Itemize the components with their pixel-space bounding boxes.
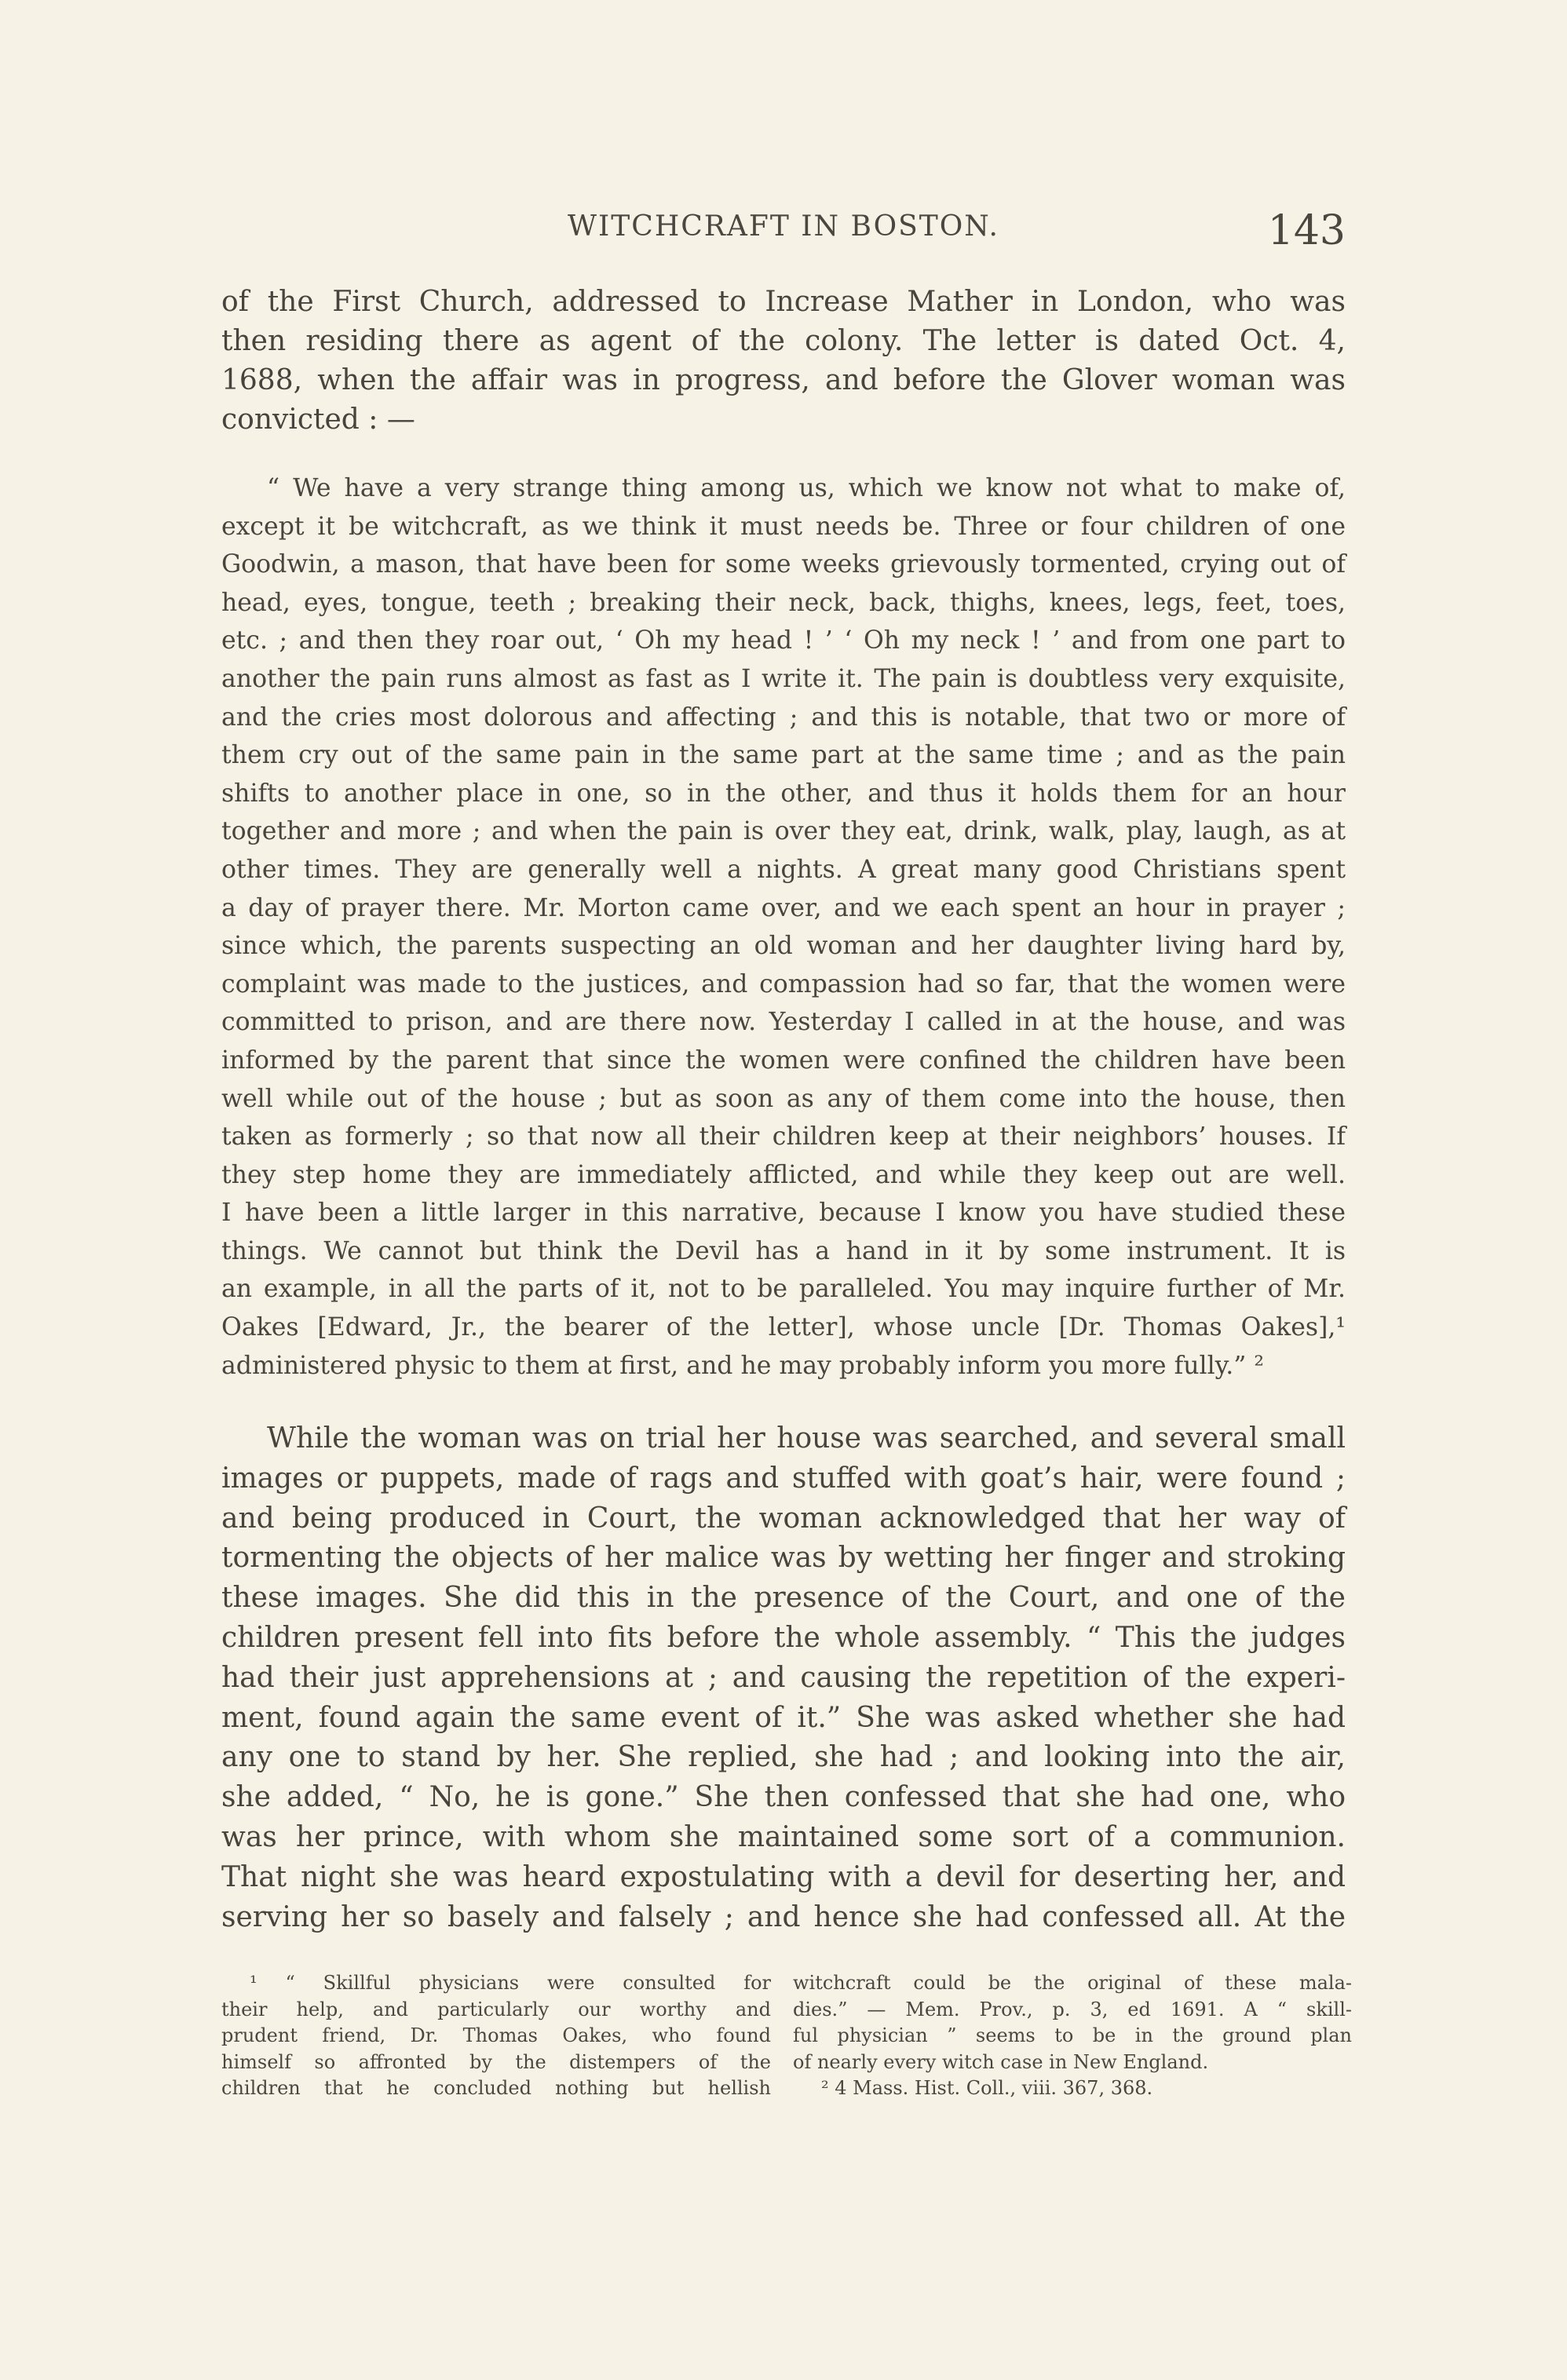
footnote-line: ¹ “ Skillful physicians were consulted for: [250, 1972, 771, 1994]
running-head-title: WITCHCRAFT IN BOSTON.: [568, 210, 999, 243]
text-line: While the woman was on trial her house was searched, and several small: [267, 1422, 1346, 1455]
text-line: tormenting the objects of her malice was by wetting her finger and stroking: [221, 1542, 1346, 1575]
text-line: serving her so basely and falsely ; and hence she had confessed all. At the: [221, 1900, 1346, 1933]
text-line: That night she was heard expostulating with a devil for deserting her, and: [221, 1860, 1346, 1893]
text-line: another the pain runs almost as fast as I write it. The pain is doubtless very exquisite,: [221, 664, 1346, 693]
text-line: complaint was made to the justices, and compassion had so far, that the women were: [221, 969, 1346, 998]
text-line: informed by the parent that since the women were confined the children have been: [221, 1046, 1346, 1075]
text-line: them cry out of the same pain in the same part at the same time ; and as the pain: [221, 741, 1346, 770]
text-line: well while out of the house ; but as soon as any of them come into the house, then: [221, 1084, 1346, 1113]
text-line: and being produced in Court, the woman acknowledged that her way of: [221, 1502, 1346, 1535]
text-line: taken as formerly ; so that now all their children keep at their neighbors’ houses. If: [221, 1122, 1346, 1152]
text-line: they step home they are immediately afflicted, and while they keep out are well.: [221, 1160, 1346, 1189]
footnote-line: himself so affronted by the distempers of the: [221, 2050, 771, 2073]
text-line: 1688, when the affair was in progress, and before the Glover woman was: [221, 364, 1346, 396]
text-line: Oakes [Edward, Jr., the bearer of the letter], whose uncle [Dr. Thomas Oakes],¹: [221, 1313, 1346, 1342]
text-line: of the First Church, addressed to Increase Mather in London, who was: [221, 286, 1346, 318]
footnote-line: of nearly every witch case in New England.: [793, 2050, 1209, 2073]
footnote-line: children that he concluded nothing but hellish: [221, 2077, 771, 2099]
text-line: then residing there as agent of the colony. The letter is dated Oct. 4,: [221, 325, 1346, 357]
footnote-line: prudent friend, Dr. Thomas Oakes, who found: [221, 2024, 771, 2046]
text-line: shifts to another place in one, so in the other, and thus it holds them for an hour: [221, 779, 1346, 808]
footnote-line: ful physician ” seems to be in the ground plan: [793, 2024, 1352, 2046]
text-line: head, eyes, tongue, teeth ; breaking their neck, back, thighs, knees, legs, feet, toes,: [221, 588, 1346, 617]
text-line: images or puppets, made of rags and stuffed with goat’s hair, were found ;: [221, 1462, 1346, 1495]
text-line: convicted : —: [221, 403, 415, 436]
text-line: things. We cannot but think the Devil has a hand in it by some instrument. It is: [221, 1236, 1346, 1265]
footnote-line: witchcraft could be the original of these mala-: [793, 1972, 1352, 1994]
page-number: 143: [1267, 207, 1346, 254]
text-line: a day of prayer there. Mr. Morton came over, and we each spent an hour in prayer ;: [221, 893, 1346, 922]
text-line: children present fell into fits before the whole assembly. “ This the judges: [221, 1621, 1346, 1654]
text-line: administered physic to them at first, and he may probably inform you more fully.” ²: [221, 1351, 1265, 1380]
text-line: except it be witchcraft, as we think it must needs be. Three or four children of one: [221, 512, 1346, 541]
footnote-line: dies.” — Mem. Prov., p. 3, ed 1691. A “ skill-: [793, 1998, 1352, 2020]
footnotes-left-column: [221, 1970, 771, 2102]
text-line: she added, “ No, he is gone.” She then confessed that she had one, who: [221, 1781, 1346, 1814]
text-line: “ We have a very strange thing among us, which we know not what to make of,: [267, 474, 1346, 502]
text-line: ment, found again the same event of it.” She was asked whether she had: [221, 1701, 1346, 1734]
text-line: committed to prison, and are there now. Yesterday I called in at the house, and was: [221, 1008, 1346, 1037]
footnote-line: their help, and particularly our worthy and: [221, 1998, 771, 2020]
text-line: had their just apprehensions at ; and causing the repetition of the experi-: [221, 1661, 1346, 1694]
text-line: Goodwin, a mason, that have been for some weeks grievously tormented, crying out of: [221, 550, 1346, 579]
footnotes-right-column: [793, 1970, 1352, 2102]
text-line: these images. She did this in the presence of the Court, and one of the: [221, 1582, 1346, 1615]
body-paragraph-top: [221, 283, 1346, 440]
text-line: since which, the parents suspecting an old woman and her daughter living hard by,: [221, 932, 1346, 961]
body-paragraph-bottom: [221, 1419, 1346, 1937]
text-line: other times. They are generally well a nights. A great many good Christians spent: [221, 855, 1346, 884]
footnote-line: ² 4 Mass. Hist. Coll., viii. 367, 368.: [821, 2077, 1153, 2099]
text-line: I have been a little larger in this narrative, because I know you have studied these: [221, 1199, 1346, 1228]
text-line: etc. ; and then they roar out, ‘ Oh my head ! ’ ‘ Oh my neck ! ’ and from one part to: [221, 626, 1346, 655]
text-line: together and more ; and when the pain is over they eat, drink, walk, play, laugh, as at: [221, 817, 1346, 846]
text-line: was her prince, with whom she maintained some sort of a communion.: [221, 1820, 1346, 1853]
text-line: and the cries most dolorous and affecting ; and this is notable, that two or more of: [221, 703, 1346, 732]
text-line: an example, in all the parts of it, not to be paralleled. You may inquire further of Mr.: [221, 1275, 1346, 1304]
quoted-letter: [221, 469, 1346, 1385]
text-line: any one to stand by her. She replied, she had ; and looking into the air,: [221, 1741, 1346, 1774]
running-head: [221, 207, 1346, 257]
